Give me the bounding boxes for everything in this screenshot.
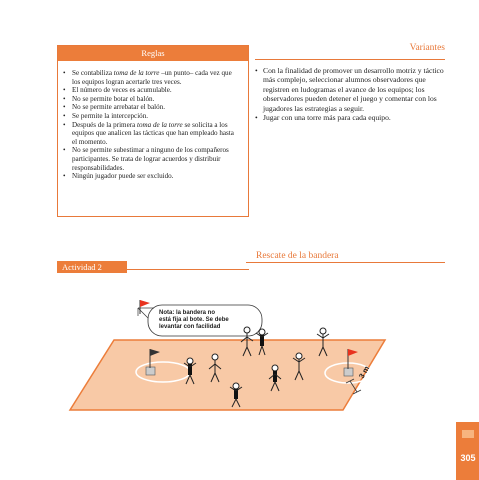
- reglas-title: Reglas: [58, 46, 248, 61]
- activity-title: Rescate de la bandera: [256, 251, 339, 261]
- note-line: Nota: la bandera no: [159, 310, 216, 316]
- rule-item: • Se contabiliza toma de la torre –un punto– cada vez que los equipos logran acertarle tres veces.: [63, 69, 240, 86]
- note-line: levantar con facilidad: [159, 324, 221, 330]
- playing-field: [70, 340, 385, 410]
- rule-item: • Ningún jugador puede ser excluido.: [63, 172, 240, 181]
- rule-item: • No se permite arrebatar el balón.: [63, 103, 240, 112]
- page-number: 305: [460, 453, 476, 463]
- note-callout: [138, 305, 262, 336]
- variante-item: • Jugar con una torre más para cada equipo.: [255, 113, 445, 122]
- actividad-label: Actividad 2: [57, 261, 127, 273]
- rule-item: • El número de veces es acumulable.: [63, 86, 240, 95]
- rule-item: • Después de la primera toma de la torre se solicita a los equipos que analicen las tácticas que han empleado hasta el momento.: [63, 121, 240, 147]
- distance-label: 3 m: [356, 364, 372, 380]
- variante-item: • Con la finalidad de promover un desarrollo motriz y táctico más complejo, seleccionar alumnos observadores que registren en ludogramas el avance de los equipos; los observadores pueden detener el juego y comentar con los jugadores las estrategias a seguir.: [255, 66, 445, 113]
- note-line: está fija al bote. Se debe: [159, 317, 229, 323]
- rule-item: • Se permite la intercepción.: [63, 112, 240, 121]
- rule-item: • No se permite botar el balón.: [63, 95, 240, 104]
- page-tab-notch: [462, 430, 474, 438]
- variantes-title: Variantes: [409, 43, 445, 53]
- rule-item: • No se permite subestimar a ninguno de los compañeros participantes. Se trata de lograr acuerdos y distribuir responsabilidades.: [63, 146, 240, 172]
